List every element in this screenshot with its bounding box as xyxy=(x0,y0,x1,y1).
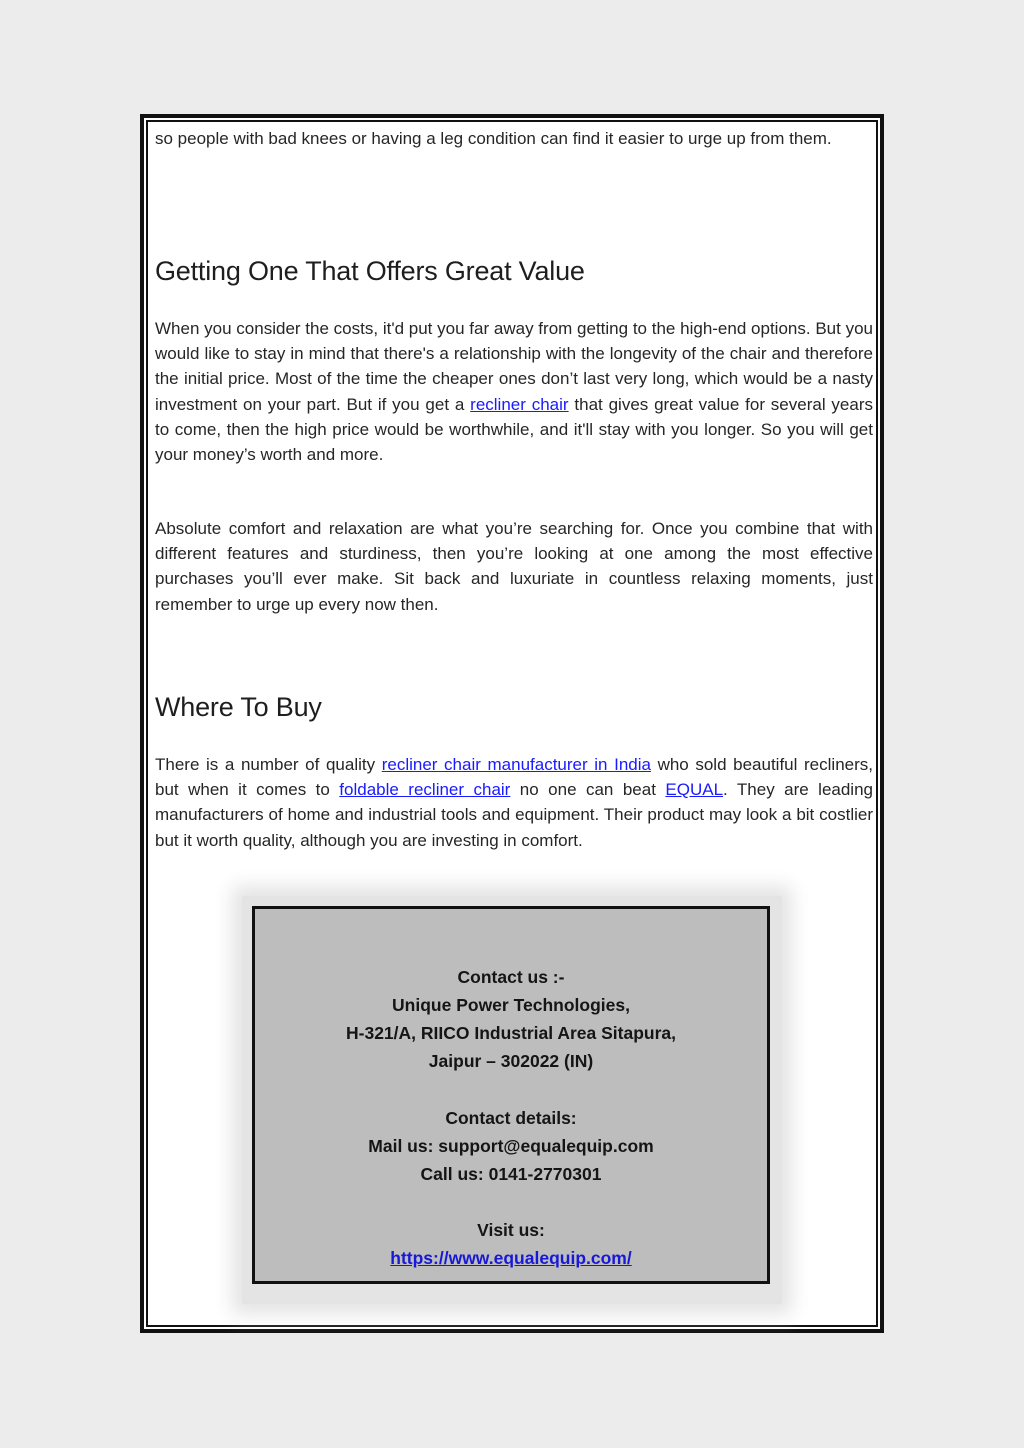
equal-link[interactable]: EQUAL xyxy=(665,780,724,800)
buy-text-1: There is a number of quality xyxy=(155,755,382,774)
paragraph-where-to-buy xyxy=(155,752,873,853)
heading-where-to-buy: Where To Buy xyxy=(155,692,322,722)
contact-details-title: Contact details: xyxy=(445,1108,577,1128)
buy-text-4: . They are leading manufacturers of home and industrial tools and equipment. Their product may look a bit costlier but it worth quality, although you are investing in comfort. xyxy=(155,780,873,850)
page-frame xyxy=(140,114,884,1333)
company-name: Unique Power Technologies, xyxy=(392,995,630,1015)
address-line-1: H-321/A, RIICO Industrial Area Sitapura, xyxy=(346,1023,676,1043)
contact-card-shadow xyxy=(242,896,782,1304)
paragraph-costs xyxy=(155,316,873,467)
address-line-2: Jaipur – 302022 (IN) xyxy=(428,1051,594,1071)
buy-text-3: no one can beat xyxy=(510,780,666,800)
heading-great-value: Getting One That Offers Great Value xyxy=(155,256,585,286)
buy-text-2: who sold beautiful recliners, but when it comes to xyxy=(155,755,873,800)
intro-paragraph: so people with bad knees or having a leg condition can find it easier to urge up from them. xyxy=(155,129,832,148)
website-line xyxy=(255,1248,767,1269)
website-link[interactable]: https://www.equalequip.com/ xyxy=(390,1248,632,1268)
paragraph-costs-text-2: that gives great value for several years to come, then the high price would be worthwhile, and it'll stay with you longer. So you will get your money’s worth and more. xyxy=(155,394,874,465)
paragraph-comfort: Absolute comfort and relaxation are what you’re searching for. Once you combine that with different features and sturdiness, then you’re looking at one among the most effective purchases you’ll ever make. Sit back and luxuriate in countless relaxing moments, just remember to urge up every now then. xyxy=(155,519,873,614)
visit-title: Visit us: xyxy=(477,1220,545,1240)
contact-card xyxy=(252,906,770,1284)
paragraph-costs-text-1: When you consider the costs, it'd put you far away from getting to the high-end options. But you would like to stay in mind that there's a relationship with the longevity of the chair and therefore the initial price. Most of the time the cheaper ones don’t last very long, which would be a nasty investment on your part. But if you get a xyxy=(155,319,873,414)
contact-title: Contact us :- xyxy=(457,967,565,987)
recliner-chair-link[interactable]: recliner chair xyxy=(470,394,569,414)
call-line: Call us: 0141-2770301 xyxy=(420,1164,602,1184)
mail-line: Mail us: support@equalequip.com xyxy=(368,1136,654,1156)
manufacturer-india-link[interactable]: recliner chair manufacturer in India xyxy=(381,755,651,774)
foldable-recliner-link[interactable]: foldable recliner chair xyxy=(339,780,511,800)
